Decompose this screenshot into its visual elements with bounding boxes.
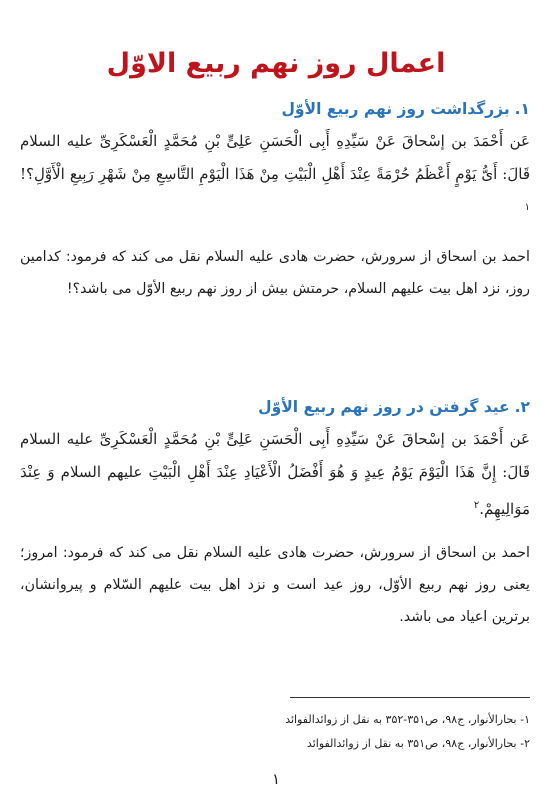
section-2-translation: احمد بن اسحاق از سرورش، حضرت هادی علیه السلام نقل می کند که فرمود: امروز؛ یعنی روز نهم ربیع الأوّل، روز عید است و نزد اهل بیت علیهم السّلام و پیروانشان، برترین اعیاد می باشد. xyxy=(20,545,530,625)
section-2-arabic-hadith xyxy=(20,423,530,526)
section-2-heading xyxy=(20,398,530,416)
section-2-heading-text: عید گرفتن در روز نهم ربیع الأوّل xyxy=(258,398,510,416)
section-1-number: ۱. xyxy=(514,100,530,118)
section-1-heading-text: بزرگداشت روز نهم ربیع الأوّل xyxy=(281,100,510,118)
section-2-number: ۲. xyxy=(514,398,530,416)
page-title: اعمال روز نهم ربیع الاوّل xyxy=(106,48,446,79)
footnote-2: ۲- بحارالأنوار، ج۹۸، ص۳۵۱ به نقل از زوائدالفوائد xyxy=(306,737,530,750)
section-1-arabic-hadith xyxy=(20,125,530,228)
footnote-ref-2: ۲ xyxy=(473,500,480,511)
section-1-heading xyxy=(20,100,530,118)
footnote-ref-1: ۱ xyxy=(524,202,530,213)
page-number: ۱ xyxy=(271,770,281,788)
section-1-arabic-text: عَن أَحْمَدَ بن إسْحاقَ عَنْ سَيِّدِهِ أَبِی الْحَسَنِ عَلِیٍّ بْنِ مُحَمَّدٍ الْعَسْكَرِیِّ علیه السلام قَالَ: أَیُّ يَوْمٍ أَعْظَمُ حُرْمَةً عِنْدَ أَهْلِ الْبَيْتِ مِنْ هَذَا الْيَوْمِ التَّاسِعِ مِنْ شَهْرِ رَبِيعِ الْأَوَّلِ؟! xyxy=(20,132,530,183)
section-2-arabic-text: عَن أَحْمَدَ بن إسْحاقَ عَنْ سَيِّدِهِ أَبِی الْحَسَنِ عَلِیٍّ بْنِ مُحَمَّدٍ الْعَسْكَرِیِّ علیه السلام قَالَ: إِنَّ هَذَا الْيَوْمَ يَوْمُ عِيدٍ وَ هُوَ أَفْضَلُ الْأَعْيَادِ عِنْدَ أَهْلِ الْبَيْتِ علیهم السلام وَ عِنْدَ مَوَالِيهِمْ. xyxy=(20,430,530,518)
footnotes xyxy=(20,708,530,756)
footnote-1: ۱- بحارالأنوار، ج۹۸، ص۳۵۱-۳۵۲ به نقل از زوائدالفوائد xyxy=(285,713,530,726)
footnote-divider xyxy=(290,697,530,698)
section-1-translation: احمد بن اسحاق از سرورش، حضرت هادی علیه السلام نقل می کند که فرمود: کدامین روز، نزد اهل بیت علیهم السلام، حرمتش بیش از روز نهم ربیع الأوّل می باشد؟! xyxy=(20,249,530,297)
